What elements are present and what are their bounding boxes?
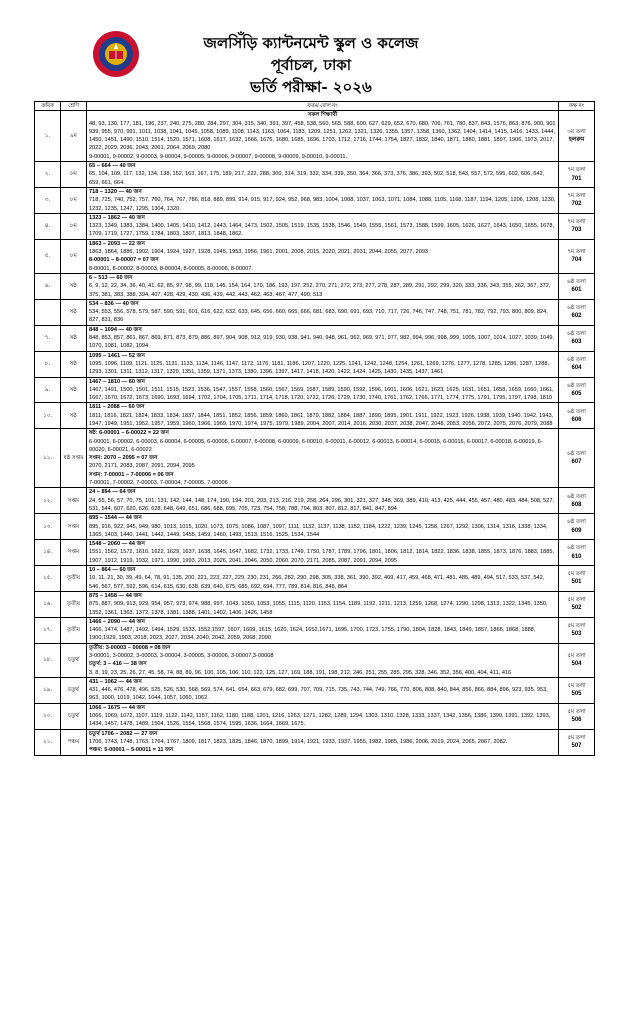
room-floor: ৭ম তলা: [567, 193, 586, 200]
roll-numbers: 9-00001, 9-00002, 9-00003, 9-00004, 9-00005, 9-00006, 9-00007, 9-00008, 9-00009, 9-00010, 9-00011.: [89, 153, 348, 160]
row-room: [559, 187, 595, 213]
row-roll-list: [87, 239, 559, 273]
table-row: [35, 514, 595, 540]
row-serial: ১.: [35, 111, 61, 162]
roll-range-heading: ষষ্ঠ: 6-00001 – 6-00022 = 22 জন: [89, 430, 169, 437]
row-class: ৯ম: [61, 111, 87, 162]
roll-range-heading: 6 – 513 — 60 জন: [89, 274, 133, 281]
row-class: ৮ম: [61, 239, 87, 273]
table-row: [35, 351, 595, 377]
roll-numbers: 1066, 1069, 1072, 1107, 1119, 1122, 1142, 1157, 1162, 1180, 1188, 1201, 1216, 1263, 1271, 1282, 1289, 1294, 1303, 1310, 1328, 1333, 1337, 1342, 1356, 1386, 1390, 1391, 1392, 1393, 1434, 1457, 1478, 1489, 1504, 1526, 1554, 1568, 1574, 1595, 1636, 1664, 1669, 1675.: [89, 713, 551, 728]
room-number: 610: [571, 553, 582, 560]
room-floor: ৭ম তলা: [567, 167, 586, 174]
row-room: [559, 617, 595, 643]
row-serial: [35, 299, 61, 325]
table-row: [35, 617, 595, 643]
table-body: [35, 111, 595, 755]
table-row: [35, 239, 595, 273]
room-number: 507: [571, 743, 582, 750]
row-roll-list: [87, 703, 559, 729]
room-floor: ৬ষ্ঠ তলা: [567, 330, 586, 337]
room-floor: ৬ষ্ঠ তলা: [567, 279, 586, 286]
row-roll-list: [87, 273, 559, 299]
row-serial: ২.: [35, 162, 61, 188]
row-roll-list: [87, 111, 559, 162]
row-class: চতুর্থ: [61, 703, 87, 729]
row-serial: ১২.: [35, 488, 61, 514]
table-row: [35, 643, 595, 677]
room-floor: ৫ম তলা: [567, 683, 586, 690]
row-serial: ১৬.: [35, 591, 61, 617]
row-class: ষষ্ঠ: [61, 299, 87, 325]
row-serial: ১৯.: [35, 677, 61, 703]
room-number: 701: [571, 175, 582, 182]
table-row: [35, 677, 595, 703]
roll-range-heading: 1095 – 1461 — 52 জন: [89, 352, 145, 359]
room-number: 602: [571, 313, 582, 320]
roll-range-heading: 431 – 1062 — 44 জন: [89, 678, 142, 685]
row-class: তৃতীয়: [61, 617, 87, 643]
row-room: [559, 566, 595, 592]
row-roll-list: [87, 299, 559, 325]
roll-numbers: 7-00001, 7-00002, 7-00003, 7-00004, 7-00005, 7-00006: [89, 480, 228, 487]
row-class: সপ্তম: [61, 514, 87, 540]
room-floor: ৫ম তলা: [567, 571, 586, 578]
roll-numbers: 1863, 1864, 1886, 1902, 1904, 1924, 1927, 1928, 1945, 1953, 1956, 1961, 2001, 2008, 2015, 2020, 2021, 2031, 2044, 2055, 2077, 2093: [89, 249, 429, 256]
roll-range-heading: 895 – 1544 — 44 জন: [89, 515, 142, 522]
roll-numbers: 1706, 1743, 1748, 1763, 1764, 1767, 1809, 1817, 1823, 1825, 1846, 1870, 1899, 1914, 1921, 1933, 1937, 1955, 1982, 1985, 1986, 2006, 2019, 2024, 2065, 2067, 2082.: [89, 738, 508, 745]
room-number: 601: [571, 287, 582, 294]
seat-plan-table: [34, 101, 595, 756]
row-room: [559, 299, 595, 325]
row-room: [559, 351, 595, 377]
roll-numbers: 2070, 2171, 2083, 2087, 2091, 2094, 2095: [89, 463, 195, 470]
roll-numbers: 10, 11, 21, 30, 39, 49, 64, 78, 91, 135, 200, 221, 223, 227, 229, 230, 231, 266, 282, 290, 298, 305, 338, 361, 390, 392, 409, 417, 459, 468, 471, 481, 485, 489, 494, 517, 533, 537, 542, 546, 567, 577, 592, 596, 614, 615, 630, 638, 639, 640, 675, 685, 692, 694, 777, 789, 814, 816, 846, 864: [89, 575, 545, 590]
table-row: [35, 273, 595, 299]
roll-range-heading: 1548 – 2060 — 44 জন: [89, 541, 145, 548]
row-room: [559, 677, 595, 703]
room-floor: ৬ষ্ঠ তলা: [567, 545, 586, 552]
row-room: [559, 325, 595, 351]
roll-numbers: 1551, 1562, 1572, 1610, 1622, 1629, 1637, 1638, 1645, 1647, 1682, 1732, 1733, 1749, 1750, 1787, 1789, 1796, 1801, 1806, 1812, 1814, 1822, 1836, 1838, 1855, 1873, 1876, 1883, 1885, 1907, 1912, 1919, 1932, 1971, 1990, 1993, 2013, 2026, 2041, 2046, 2050, 2060, 2070, 2171, 2085, 2087, 2091, 2094, 2095: [89, 549, 555, 564]
roll-numbers: 6, 9, 12, 22, 34, 36, 40, 41, 62, 85, 97, 98, 99, 118, 145, 154, 164, 170, 186, 193, 197, 252, 270, 271, 272, 273, 277, 278, 287, 289, 291, 292, 299, 320, 333, 336, 343, 355, 362, 367, 372, 375, 381, 383, 388, 394, 407, 428, 429, 430, 436, 439, 442, 443, 462, 463, 467, 477, 490, 513: [89, 283, 551, 298]
roll-numbers: 875, 887, 909, 913, 929, 954, 957, 973, 974, 988, 997, 1043, 1050, 1053, 1055, 1115, 1120, 1153, 1154, 1189, 1192, 1211, 1213, 1259, 1268, 1274, 1290, 1298, 1313, 1322, 1345, 1350, 1352, 1361, 1363, 1372, 1378, 1381, 1388, 1401, 1402, 1406, 1426, 1458: [89, 601, 548, 616]
room-floor: ৫ম তলা: [567, 597, 586, 604]
room-number: 609: [571, 527, 582, 534]
row-class: চতুর্থ: [61, 643, 87, 677]
header-serial: ক্রমিক: [35, 102, 61, 111]
roll-numbers: 534, 553, 556, 578, 579, 587, 590, 591, 601, 616, 622, 632, 633, 645, 656, 660, 665, 666, 681, 683, 690, 691, 693, 710, 717, 726, 746, 747, 748, 751, 781, 782, 792, 793, 800, 809, 824, 827, 831, 836: [89, 309, 548, 324]
row-roll-list: [87, 617, 559, 643]
room-number: 502: [571, 605, 582, 612]
room-floor: ৫ম তলা: [567, 653, 586, 659]
roll-numbers: 895, 916, 922, 945, 949, 980, 1013, 1015, 1020, 1073, 1075, 1086, 1087, 1097, 1111, 1132, 1137, 1138, 1152, 1184, 1222, 1239, 1245, 1258, 1267, 1292, 1306, 1314, 1316, 1338, 1334, 1365, 1403, 1440, 1441, 1442, 1449, 1455, 1459, 1460, 1493, 1513, 1516, 1525, 1534, 1544: [89, 523, 548, 538]
row-roll-list: [87, 351, 559, 377]
roll-range-heading: তৃতীয়: 3-00003 – 00008 = 08 জন: [89, 644, 171, 651]
roll-range-heading: পঞ্চম: 5-00001 – 5-00011 = 11 জন: [89, 747, 174, 754]
room-floor: ৭ম তলা: [567, 219, 586, 225]
header-room: কক্ষ নং: [559, 102, 595, 111]
room-number: 604: [571, 365, 582, 372]
roll-range-heading: 65 – 664 — 40 জন: [89, 163, 136, 170]
school-name: জলসিঁড়ি ক্যান্টনমেন্ট স্কুল ও কলেজ: [203, 34, 419, 52]
row-room: [559, 643, 595, 677]
room-number: 503: [571, 631, 582, 638]
roll-numbers: 6-00001, 6-00002, 6-00003, 6-00004, 6-00005, 6-00006, 6-00007, 6-00008, 6-00009, 6-00010, 6-00011, 6-00012, 6-00013, 6-00014, 6-00015, 6-00016, 6-00017, 6-00018, 6-00019, 6-00020, 6-00021, 6-00022: [89, 438, 543, 453]
roll-numbers: 1323, 1349, 1383, 1384, 1400, 1405, 1410, 1412, 1443, 1464, 1473, 1502, 1505, 1519, 1535, 1538, 1546, 1549, 1555, 1561, 1573, 1588, 1599, 1605, 1626, 1627, 1643, 1650, 1655, 1678, 1709, 1719, 1727, 1759, 1784, 1803, 1807, 1813, 1848, 1862.: [89, 223, 555, 238]
roll-range-heading: সপ্তম: 2070 – 2095 = 07 জন: [89, 455, 158, 462]
room-floor: ৭ম তলা: [567, 249, 586, 256]
roll-numbers: 65, 104, 109, 117, 132, 134, 138, 152, 163, 167, 175, 189, 217, 222, 288, 300, 314, 319, 332, 334, 339, 350, 364, 366, 373, 376, 386, 393, 502, 518, 543, 557, 572, 595, 602, 606, 642, 659, 661, 664.: [89, 171, 545, 186]
room-floor: ৫ম তলা: [567, 622, 586, 629]
row-class: ষষ্ঠ সপ্তম: [61, 429, 87, 488]
row-serial: ১১.: [35, 429, 61, 488]
roll-range-heading: 534 – 836 — 40 জন: [89, 300, 139, 307]
roll-range-heading: 848 – 1094 — 40 জন: [89, 326, 142, 333]
row-roll-list: [87, 540, 559, 566]
row-roll-list: [87, 213, 559, 239]
room-floor: ৬ষ্ঠ তলা: [567, 408, 586, 415]
row-class: ষষ্ঠ: [61, 377, 87, 403]
row-class: চতুর্থ: [61, 677, 87, 703]
roll-range-heading: 1466 – 2090 — 44 জন: [89, 618, 145, 625]
row-room: [559, 429, 595, 488]
room-floor: ৬ষ্ঠ তলা: [567, 519, 586, 526]
roll-range-heading: 8-00001 – 8-00007 = 07 জন: [89, 257, 159, 264]
row-class: তৃতীয়: [61, 566, 87, 592]
row-class: ৮ম: [61, 162, 87, 188]
row-class: তৃতীয়: [61, 591, 87, 617]
roll-numbers: 24, 55, 56, 57, 70, 75, 101, 131, 142, 144, 148, 174, 190, 194, 201, 203, 213, 216, 219, 258, 264, 296, 301, 321, 327, 348, 369, 389, 410, 413, 425, 444, 455, 457, 480, 483, 484, 508, 527, 531, 544, 607, 620, 626, 628, 648, 649, 651, 686, 688, 695, 705, 723, 754, 758, 788, 794, 803, 807, 812, 817, 841, 847, 894: [89, 497, 554, 512]
row-serial: ১০.: [35, 403, 61, 429]
room-number: 608: [571, 501, 582, 508]
row-serial: ৬.: [35, 273, 61, 299]
table-row: [35, 187, 595, 213]
roll-numbers: 1467, 1491, 1500, 1501, 1511, 1515, 1523, 1536, 1547, 1557, 1558, 1560, 1567, 1569, 1587, 1589, 1590, 1592, 1596, 1601, 1606, 1621, 1623, 1625, 1631, 1651, 1658, 1659, 1660, 1661, 1667, 1670, 1672, 1673, 1690, 1693, 1694, 1702, 1704, 1705, 1711, 1714, 1718, 1720, 1722, 1726, 1729, 1730, 1740, 1761, 1762, 1766, 1771, 1774, 1775, 1791, 1795, 1797, 1798, 1810: [89, 386, 554, 402]
room-floor: ৫ম তলা: [567, 708, 586, 715]
room-number: 704: [571, 257, 582, 264]
room-floor: ৬ষ্ঠ তলা: [567, 304, 586, 311]
table-row: [35, 429, 595, 488]
room-number: 605: [571, 390, 582, 397]
room-number: 505: [571, 691, 582, 698]
row-room: [559, 239, 595, 273]
room-number: 703: [571, 227, 582, 234]
table-header-row: [35, 102, 595, 111]
roll-range-heading: সকল শিক্ষার্থী: [307, 112, 338, 119]
room-floor: ৬ষ্ঠ তলা: [567, 356, 586, 363]
row-serial: ৩.: [35, 187, 61, 213]
roll-range-heading: 875 – 1458 — 44 জন: [89, 592, 142, 599]
row-room: [559, 111, 595, 162]
row-serial: ১৭.: [35, 617, 61, 643]
room-number: 506: [571, 717, 582, 724]
roll-range-heading: 718 – 1320 — 40 জন: [89, 188, 142, 195]
room-floor: ৬ষ্ঠ তলা: [567, 493, 586, 500]
roll-range-heading: চতুর্থ: 3 – 416 — 38 জন: [89, 661, 147, 668]
row-room: [559, 162, 595, 188]
row-roll-list: [87, 162, 559, 188]
row-serial: ৪.: [35, 213, 61, 239]
roll-numbers: 3-00001, 3-00002, 3-00003, 3-00004, 3-00005, 3-00006, 3-00007,3-00008: [89, 653, 274, 659]
row-roll-list: [87, 325, 559, 351]
row-room: [559, 703, 595, 729]
school-location: পূর্বাচল, ঢাকা: [270, 56, 352, 74]
room-floor: ৩য় তলা: [567, 128, 586, 135]
room-number: 501: [571, 579, 582, 586]
roll-range-heading: 1863 – 2093 — 22 জন: [89, 240, 145, 247]
row-room: [559, 213, 595, 239]
row-class: ষষ্ঠ: [61, 325, 87, 351]
row-roll-list: [87, 566, 559, 592]
table-row: [35, 162, 595, 188]
table-row: [35, 488, 595, 514]
roll-range-heading: 1323 – 1862 — 40 জন: [89, 214, 145, 221]
roll-numbers: 1095, 1096, 1109, 1121, 1125, 1131, 1133, 1134, 1146, 1147, 1172, 1176, 1181, 1186, 1207, 1220, 1225, 1241, 1242, 1248, 1254, 1261, 1269, 1276, 1277, 1278, 1285, 1286, 1287, 1288, 1293, 1301, 1311, 1312, 1317, 1329, 1351, 1359, 1371, 1373, 1380, 1396, 1397, 1417, 1418, 1420, 1422, 1424, 1425, 1430, 1435, 1437, 1461: [89, 360, 550, 376]
table-row: [35, 325, 595, 351]
row-class: ৮ম: [61, 213, 87, 239]
table-row: [35, 299, 595, 325]
roll-numbers: 1811, 1816, 1821, 1824, 1833, 1834, 1837, 1844, 1851, 1852, 1856, 1859, 1860, 1861, 1879, 1882, 1884, 1887, 1890, 1895, 1901, 1911, 1922, 1923, 1926, 1938, 1939, 1940, 1942, 1943, 1947, 1949, 1951, 1952, 1957, 1959, 1960, 1966, 1969, 1970, 1974, 1975, 1979, 1989, 2004, 2007, 2014, 2016, 2030, 2037, 2038, 2047, 2048, 2053, 2056, 2072, 2075, 2076, 2079, 2088: [89, 412, 554, 427]
row-room: [559, 540, 595, 566]
roll-range-heading: চতুর্থ 1706 – 2082 — 27 জন: [89, 730, 158, 737]
row-class: সপ্তম: [61, 540, 87, 566]
table-row: [35, 377, 595, 403]
row-roll-list: [87, 488, 559, 514]
row-room: [559, 488, 595, 514]
row-serial: ১৮.: [35, 643, 61, 677]
roll-numbers: 718, 725, 740, 752, 757, 760, 764, 767, 786, 818, 889, 899, 914, 915, 917, 924, 952, 968, 983, 1004, 1008, 1037, 1063, 1071, 1084, 1088, 1105, 1168, 1187, 1194, 1205, 1206, 1208, 1230, 1232, 1235, 1247, 1295, 1304, 1320.: [89, 197, 556, 212]
row-serial: ৮.: [35, 351, 61, 377]
table-row: [35, 111, 595, 162]
row-roll-list: [87, 187, 559, 213]
row-class: ষষ্ঠ: [61, 273, 87, 299]
table-row: [35, 591, 595, 617]
row-roll-list: [87, 429, 559, 488]
roll-numbers: 848, 853, 857, 861, 867, 869, 871, 873, 879, 886, 897, 904, 908, 912, 919, 930, 938, 941, 940, 948, 961, 962, 969, 971, 977, 982, 994, 996, 998, 999, 1005, 1007, 1014, 1027, 1039, 1049, 1070, 1081, 1082, 1094: [89, 335, 554, 350]
row-room: [559, 729, 595, 755]
room-floor: ৬ষ্ঠ তলা: [567, 382, 586, 389]
row-roll-list: [87, 514, 559, 540]
row-roll-list: [87, 591, 559, 617]
row-serial: ২০.: [35, 703, 61, 729]
table-row: [35, 213, 595, 239]
row-room: [559, 514, 595, 540]
roll-numbers: 431, 446, 476, 478, 496, 525, 526, 530, 568, 569, 574, 641, 654, 663, 679, 682, 699, 707, 709, 715, 735, 743, 744, 749, 766, 770, 806, 808, 840, 844, 856, 866, 884, 896, 923, 935, 953, 963, 1000, 1019, 1042, 1044, 1057, 1060, 1062.: [89, 687, 548, 702]
room-floor: ৬ষ্ঠ তলা: [567, 451, 586, 458]
row-serial: ১৫.: [35, 566, 61, 592]
title-block: [0, 32, 622, 98]
exam-title: ভর্তি পরীক্ষা- ২০২৬: [250, 78, 372, 96]
table-row: [35, 403, 595, 429]
room-number: 702: [571, 201, 582, 208]
row-room: [559, 273, 595, 299]
roll-numbers: 1466, 1474, 1487, 1492, 1494, 1529, 1533, 1552,1597, 1607, 1609, 1615, 1620, 1624, 1652,1671, 1695, 1700, 1723, 1755, 1790, 1804, 1828, 1843, 1849, 1857, 1866, 1868, 1888, 1900,1929, 1903, 2018, 2023, 2027, 2034, 2040, 2042, 2059, 2068, 2090: [89, 627, 536, 642]
room-number: হলরুম: [568, 137, 585, 144]
roll-numbers: 3, 8, 19, 23, 25, 26, 27, 45, 58, 74, 88, 89, 96, 100, 105, 106, 110, 122, 125, 127, 169, 188, 191, 198, 212, 246, 251, 255, 285, 295, 328, 346, 352, 356, 400, 404, 411, 416: [89, 669, 512, 676]
roll-numbers: 48, 93, 130, 177, 181, 196, 237, 240, 275, 280, 284, 297, 304, 315, 340, 391, 397, 458, 538, 560, 565, 588, 600, 627, 629, 652, 670, 680, 706, 761, 780, 837, 843, 1576, 863, 876, 900, 901 939, 955, 970, 991, 1011, 1038, 1041, 1045, 1058, 1089, 1108, 1143, 1163, 1064, 1183, 1209, 1251, 1262, 1321, 1326, 1355, 1357, 1358, 1360, 1362, 1404, 1414, 1415, 1416, 1433, 1444, 1450, 1451, 1490, 1510, 1514, 1520, 1571, 1608, 1617, 1632, 1666, 1676, 1680, 1685, 1696, 1703, 1712, 1716, 1744, 1754, 1827, 1832, 1840, 1871, 1880, 1881, 1897, 1906, 1973, 2017, 2022, 2029, 2036, 2043, 2061, 2064, 2069, 2080: [89, 120, 556, 152]
roll-range-heading: 10 – 864 — 60 জন: [89, 567, 136, 574]
row-serial: ৫.: [35, 239, 61, 273]
table-row: [35, 566, 595, 592]
row-class: ৮ম: [61, 187, 87, 213]
row-serial: ২১.: [35, 729, 61, 755]
row-class: ষষ্ঠ: [61, 403, 87, 429]
table-row: [35, 540, 595, 566]
table-row: [35, 703, 595, 729]
page-header: [0, 0, 622, 100]
row-class: ষষ্ঠ: [61, 351, 87, 377]
roll-range-heading: 1467 – 1810 — 60 জন: [89, 378, 145, 385]
row-class: পঞ্চম: [61, 729, 87, 755]
room-number: 606: [571, 416, 582, 423]
room-number: 603: [571, 339, 582, 346]
header-rolls: ফরম/ রোল নং: [87, 102, 559, 111]
row-room: [559, 377, 595, 403]
roll-range-heading: 1811 – 2088 — 60 জন: [89, 404, 145, 411]
row-room: [559, 591, 595, 617]
header-class: শ্রেণি: [61, 102, 87, 111]
roll-numbers: 8-00001, 8-00002, 8-00003, 8-00004, 8-00005, 8-00006, 8-00007.: [89, 265, 253, 272]
row-roll-list: [87, 729, 559, 755]
room-floor: ৫ম তলা: [567, 734, 586, 741]
row-roll-list: [87, 643, 559, 677]
room-number: 504: [571, 661, 582, 668]
room-number: 607: [571, 459, 582, 466]
roll-range-heading: 1066 – 1675 — 44 জন: [89, 704, 145, 711]
row-serial: ৭.: [35, 325, 61, 351]
row-serial: ৯.: [35, 377, 61, 403]
roll-range-heading: সপ্তম: 7-00001 – 7-00006 = 06 জন: [89, 471, 174, 478]
row-roll-list: [87, 677, 559, 703]
roll-range-heading: 24 – 894 — 64 জন: [89, 489, 136, 496]
table-row: [35, 729, 595, 755]
row-room: [559, 403, 595, 429]
row-serial: ১৪.: [35, 540, 61, 566]
row-roll-list: [87, 403, 559, 429]
row-class: সপ্তম: [61, 488, 87, 514]
row-roll-list: [87, 377, 559, 403]
row-serial: ১৩.: [35, 514, 61, 540]
